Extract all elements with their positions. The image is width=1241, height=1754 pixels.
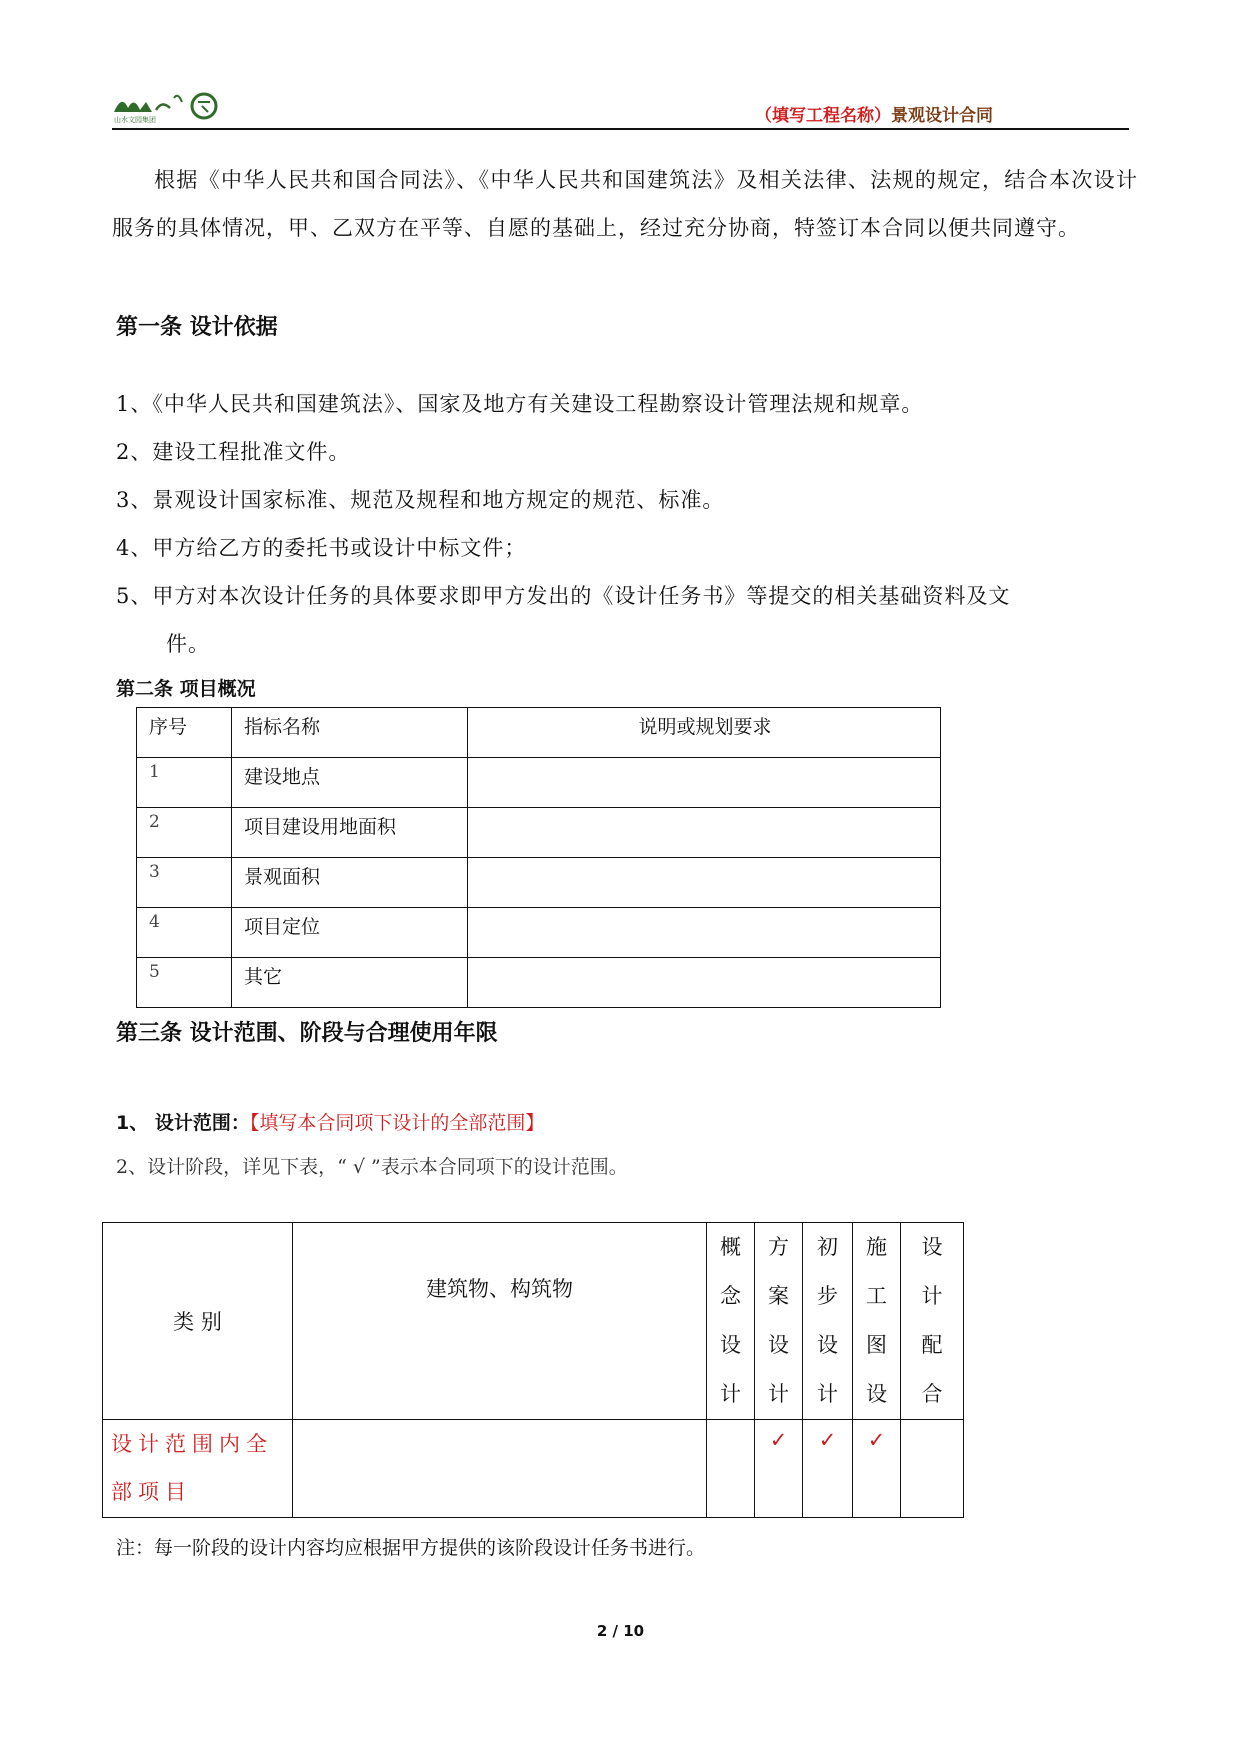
row-no: 5	[137, 958, 232, 1008]
design-stage-line: 2、设计阶段，详见下表，“ √ ”表示本合同项下的设计范围。	[116, 1156, 628, 1178]
stage-note: 注：每一阶段的设计内容均应根据甲方提供的该阶段设计任务书进行。	[116, 1537, 706, 1559]
row-building[interactable]	[293, 1420, 707, 1518]
col-header-stage: 方 案 设 计	[755, 1223, 803, 1420]
stage-check-cell[interactable]	[901, 1420, 964, 1518]
row-name: 建设地点	[232, 758, 468, 808]
page-number: 2 / 10	[596, 1622, 645, 1640]
intro-paragraph: 根据《中华人民共和国合同法》、《中华人民共和国建筑法》及相关法律、法规的规定，结合本次设计服务的具体情况，甲、乙双方在平等、自愿的基础上，经过充分协商，特签订本合同以便共同遵守。	[112, 168, 1138, 240]
col-header-stage: 概 念 设 计	[707, 1223, 755, 1420]
article1-item-1: 1、《中华人民共和国建筑法》、国家及地方有关建设工程勘察设计管理法规和规章。	[116, 392, 924, 416]
design-stage-table	[102, 1222, 964, 1518]
article1-item-2: 2、建设工程批准文件。	[116, 440, 351, 464]
article1-title: 第一条 设计依据	[116, 315, 278, 340]
row-name: 项目定位	[232, 908, 468, 958]
article1-item-5: 5、甲方对本次设计任务的具体要求即甲方发出的《设计任务书》等提交的相关基础资料及文	[116, 584, 1011, 608]
row-no: 1	[137, 758, 232, 808]
row-desc[interactable]	[468, 958, 941, 1008]
stage-check-cell[interactable]: ✓	[803, 1420, 853, 1518]
row-desc[interactable]	[468, 758, 941, 808]
row-no: 3	[137, 858, 232, 908]
design-scope-line	[116, 1108, 544, 1135]
stage-check-cell[interactable]	[707, 1420, 755, 1518]
table-row	[137, 908, 941, 958]
header-title-placeholder: （填写工程名称）	[755, 106, 891, 126]
table-row	[137, 958, 941, 1008]
col-header-category: 类 别	[103, 1223, 293, 1420]
document-header-title	[755, 101, 993, 126]
row-no: 4	[137, 908, 232, 958]
col-header-stage: 设 计 配 合	[901, 1223, 964, 1420]
stage-header-row	[103, 1223, 964, 1420]
col-header-building: 建筑物、构筑物	[293, 1223, 707, 1420]
design-scope-label: 1、 设计范围：	[116, 1112, 250, 1134]
col-header-stage: 初 步 设 计	[803, 1223, 853, 1420]
row-name: 景观面积	[232, 858, 468, 908]
table-row	[137, 808, 941, 858]
table-row	[137, 758, 941, 808]
row-label: 设计范围内全部项目	[103, 1420, 293, 1518]
logo-text: 山水文园集团	[114, 116, 156, 124]
company-logo	[112, 88, 222, 126]
stage-check-cell[interactable]: ✓	[853, 1420, 901, 1518]
table-row	[137, 858, 941, 908]
article1-item-3: 3、景观设计国家标准、规范及规程和地方规定的规范、标准。	[116, 488, 725, 512]
stage-check-cell[interactable]: ✓	[755, 1420, 803, 1518]
row-name: 项目建设用地面积	[232, 808, 468, 858]
col-header-stage: 施 工 图 设	[853, 1223, 901, 1420]
article1-item-4: 4、甲方给乙方的委托书或设计中标文件；	[116, 536, 527, 560]
row-name: 其它	[232, 958, 468, 1008]
project-overview-table	[136, 707, 941, 1008]
header-title-rest: 景观设计合同	[891, 106, 993, 126]
article3-title: 第三条 设计范围、阶段与合理使用年限	[116, 1021, 498, 1046]
header-divider	[112, 128, 1129, 130]
row-desc[interactable]	[468, 908, 941, 958]
design-scope-placeholder[interactable]: 【填写本合同项下设计的全部范围】	[249, 1112, 545, 1134]
table-header-row	[137, 708, 941, 758]
row-desc[interactable]	[468, 808, 941, 858]
row-no: 2	[137, 808, 232, 858]
article1-item-5-cont: 件。	[166, 632, 210, 656]
row-desc[interactable]	[468, 858, 941, 908]
article2-title: 第二条 项目概况	[116, 678, 256, 700]
col-header-no: 序号	[137, 708, 232, 758]
table-row	[103, 1420, 964, 1518]
col-header-name: 指标名称	[232, 708, 468, 758]
col-header-desc: 说明或规划要求	[468, 708, 941, 758]
